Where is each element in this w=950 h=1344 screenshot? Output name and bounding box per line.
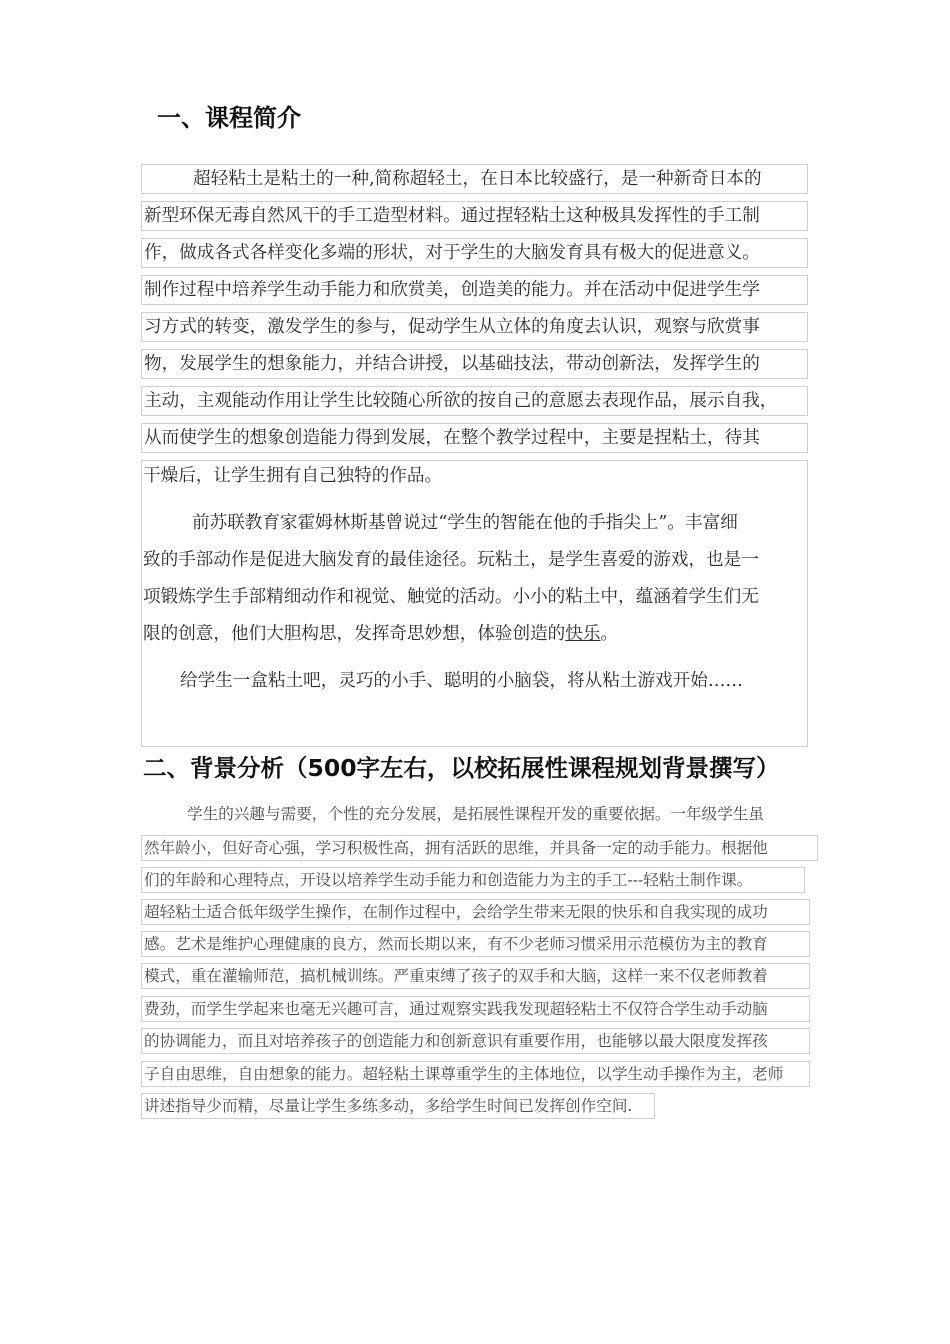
intro-p1-line: 干燥后，让学生拥有自己独特的作品。 (143, 466, 443, 486)
section-heading-intro: 一、课程简介 (157, 104, 301, 132)
intro-p2-period: 。 (600, 624, 619, 644)
background-line: 然年龄小，但好奇心强，学习积极性高，拥有活跃的思维，并具备一定的动手能力。根据他 (141, 835, 818, 861)
intro-p3-line: 给学生一盒粘土吧，灵巧的小手、聪明的小脑袋，将从粘土游戏开始…… (180, 671, 744, 691)
intro-p1-line: 主动，主观能动作用让学生比较随心所欲的按自己的意愿去表现作品，展示自我， (141, 386, 808, 416)
section-heading-background: 二、背景分析（500字左右，以校拓展性课程规划背景撰写） (143, 754, 780, 782)
intro-p2-line: 项锻炼学生手部精细动作和视觉、触觉的活动。小小的粘土中，蕴涵着学生们无 (143, 587, 759, 607)
intro-p2-line: 致的手部动作是促进大脑发育的最佳途径。玩粘土，是学生喜爱的游戏，也是一 (143, 550, 759, 570)
background-line: 们的年龄和心理特点，开设以培养学生动手能力和创造能力为主的手工---轻粘土制作课。 (141, 867, 805, 893)
intro-p1-line: 作，做成各式各样变化多端的形状，对于学生的大脑发育具有极大的促进意义。 (141, 238, 808, 268)
intro-p1-line: 物，发展学生的想象能力，并结合讲授，以基础技法，带动创新法，发挥学生的 (141, 349, 808, 379)
intro-p2-line: 前苏联教育家霍姆林斯基曾说过“学生的智能在他的手指尖上”。丰富细 (192, 513, 738, 533)
background-line: 超轻粘土适合低年级学生操作，在制作过程中，会给学生带来无限的快乐和自我实现的成功 (141, 899, 810, 925)
intro-p1-line: 习方式的转变，激发学生的参与，促动学生从立体的角度去认识，观察与欣赏事 (141, 312, 808, 342)
background-line: 的协调能力，而且对培养孩子的创造能力和创新意识有重要作用，也能够以最大限度发挥孩 (141, 1028, 810, 1054)
intro-p1-line: 制作过程中培养学生动手能力和欣赏美，创造美的能力。并在活动中促进学生学 (141, 275, 808, 305)
happiness-link[interactable]: 快乐 (565, 624, 601, 644)
intro-p1-line: 超轻粘土是粘土的一种,简称超轻土，在日本比较盛行，是一种新奇日本的 (141, 164, 808, 194)
background-line: 感。艺术是维护心理健康的良方，然而长期以来，有不少老师习惯采用示范模仿为主的教育 (141, 931, 810, 957)
background-line: 学生的兴趣与需要，个性的充分发展，是拓展性课程开发的重要依据。一年级学生虽 (187, 805, 764, 823)
background-line: 费劲，而学生学起来也毫无兴趣可言，通过观察实践我发现超轻粘土不仅符合学生动手动脑 (141, 996, 810, 1022)
intro-p2-last-line (143, 619, 618, 649)
intro-p1-line: 从而使学生的想象创造能力得到发展，在整个教学过程中，主要是捏粘土，待其 (141, 423, 808, 453)
intro-p2-text: 限的创意，他们大胆构思，发挥奇思妙想，体验创造的 (143, 624, 566, 644)
background-line: 模式，重在灌输师范，搞机械训练。严重束缚了孩子的双手和大脑，这样一来不仅老师教着 (141, 963, 810, 989)
background-line: 讲述指导少而精，尽量让学生多练多动，多给学生时间已发挥创作空间. (141, 1093, 655, 1119)
intro-p1-line: 新型环保无毒自然风干的手工造型材料。通过捏轻粘土这种极具发挥性的手工制 (141, 201, 808, 231)
background-line: 子自由思维，自由想象的能力。超轻粘土课尊重学生的主体地位，以学生动手操作为主，老师 (141, 1061, 810, 1087)
